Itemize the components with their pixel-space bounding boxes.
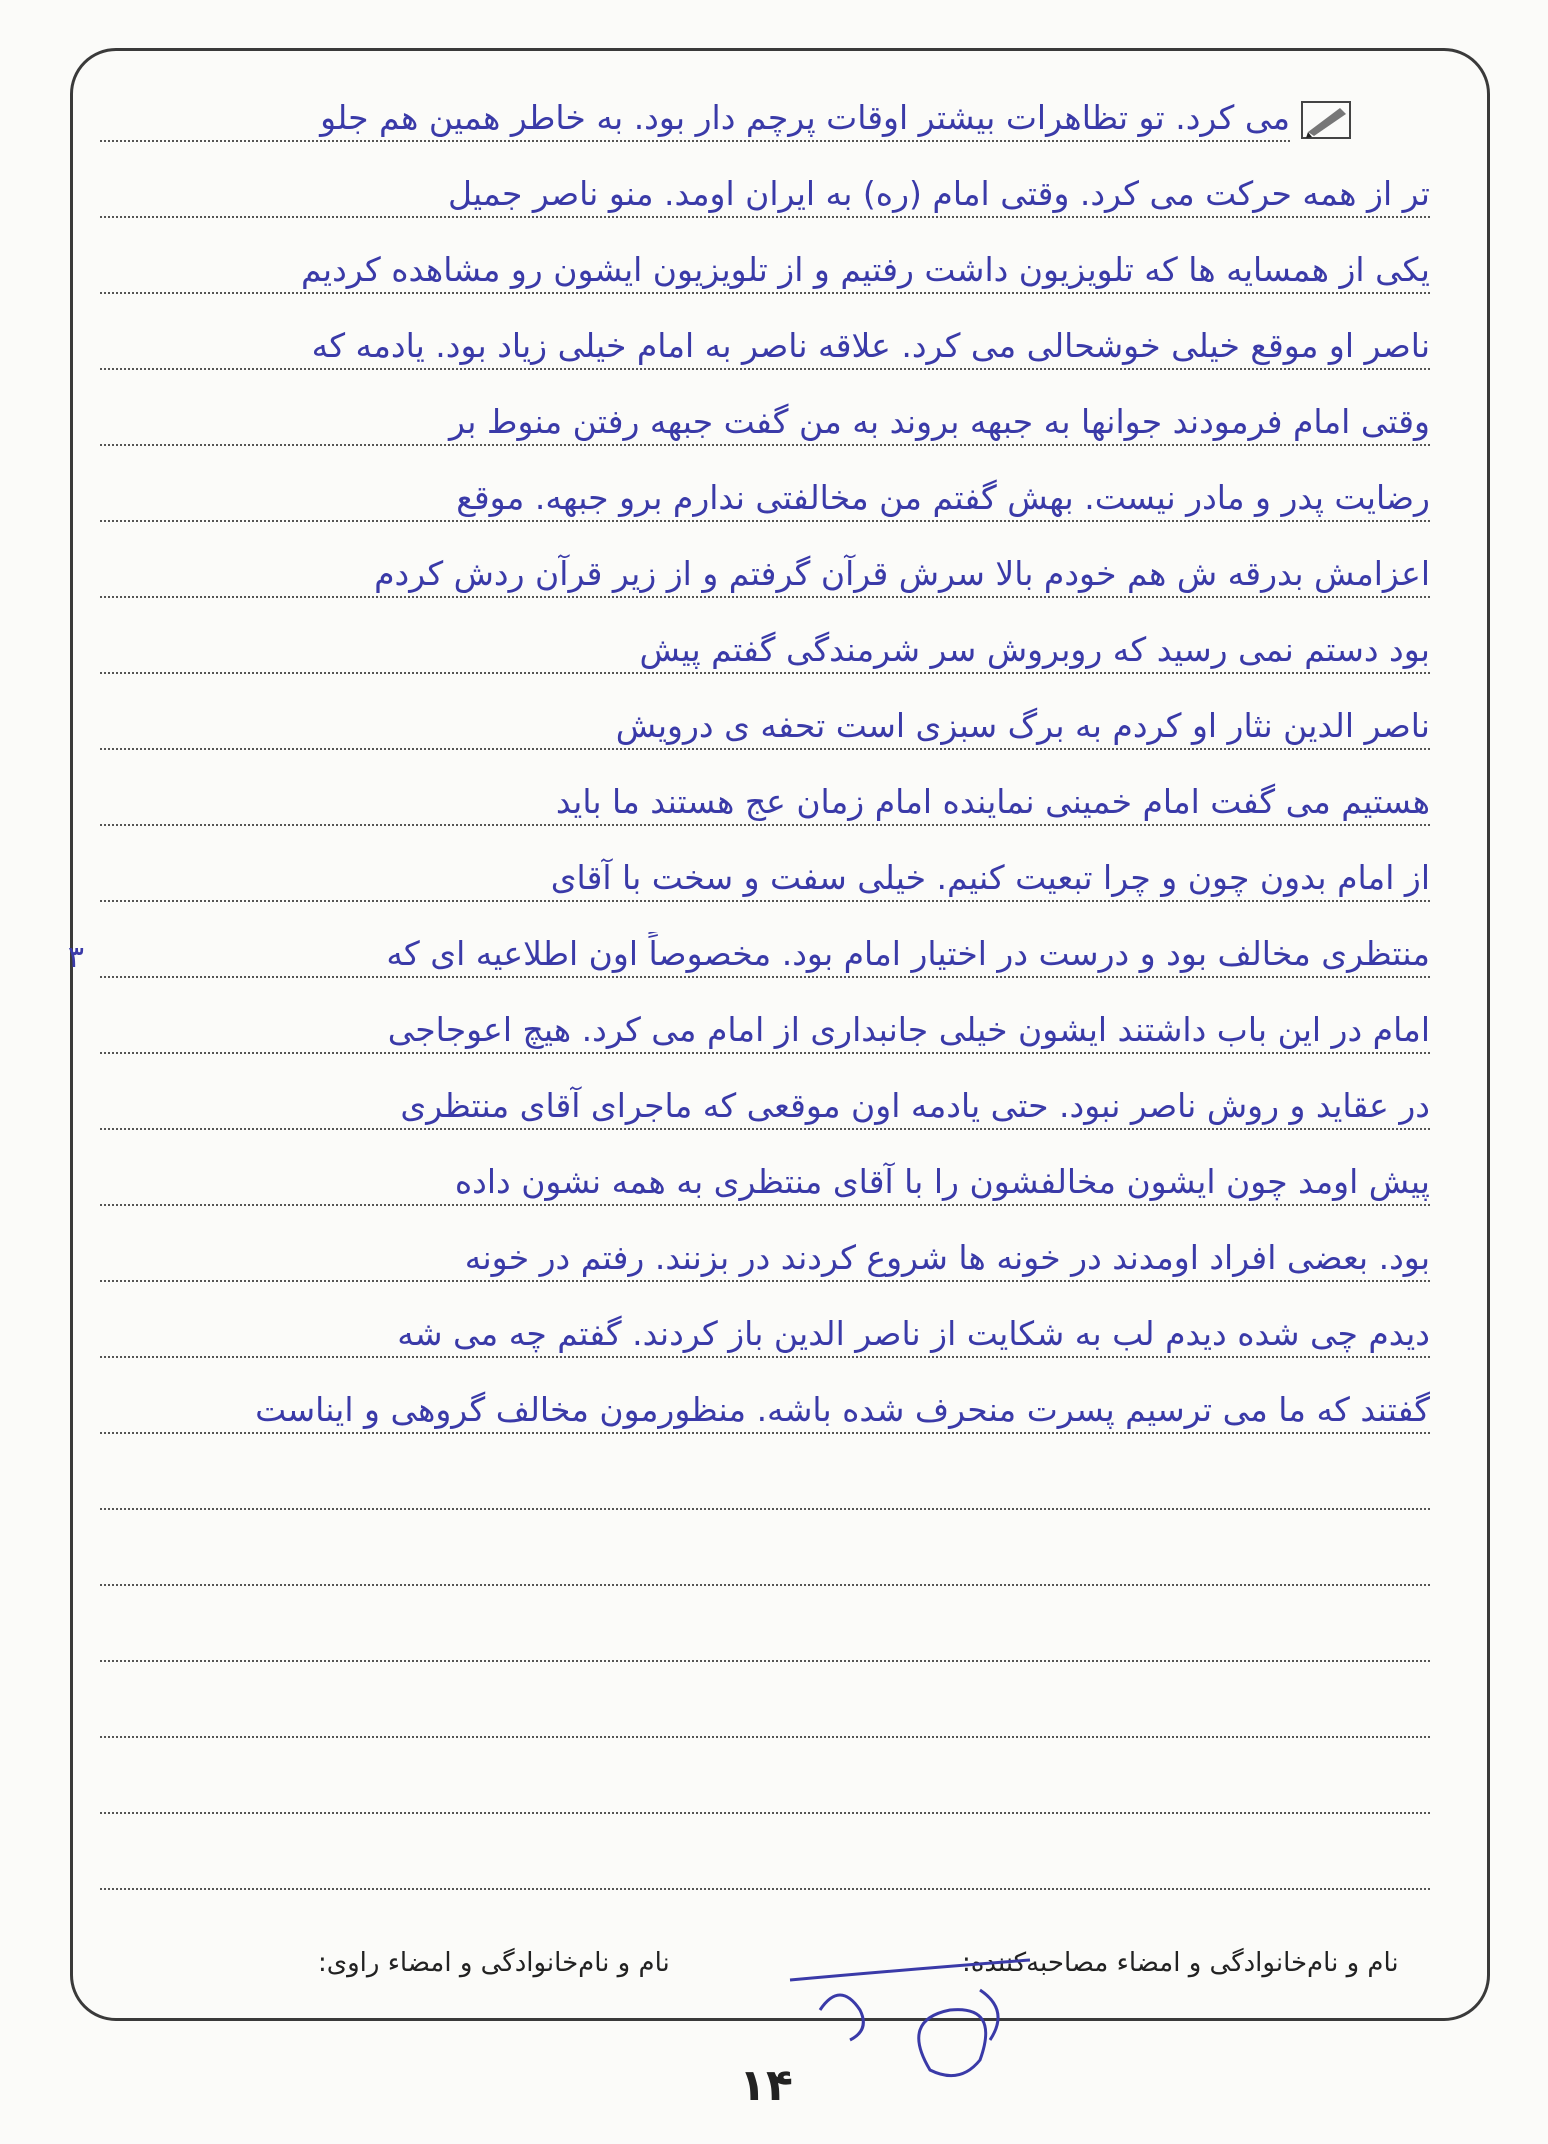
text-line xyxy=(100,1768,1430,1814)
text-line: وقتی امام فرمودند جوانها به جبهه بروند به من گفت جبهه رفتن منوط بر xyxy=(100,400,1430,446)
text-line: در عقاید و روش ناصر نبود. حتی یادمه اون موقعی که ماجرای آقای منتظری xyxy=(100,1084,1430,1130)
text-line: امام در این باب داشتند ایشون خیلی جانبداری از امام می کرد. هیچ اعوجاجی xyxy=(100,1008,1430,1054)
interviewer-signature-label: نام و نام‌خانوادگی و امضاء مصاحبه‌کننده: xyxy=(962,1948,1399,1978)
text-line xyxy=(100,1540,1430,1586)
text-line: اعزامش بدرقه ش هم خودم بالا سرش قرآن گرفتم و از زیر قرآن ردش کردم xyxy=(100,552,1430,598)
narrator-signature-label: نام و نام‌خانوادگی و امضاء راوی: xyxy=(318,1948,670,1978)
text-line: ناصر او موقع خیلی خوشحالی می کرد. علاقه ناصر به امام خیلی زیاد بود. یادمه که xyxy=(100,324,1430,370)
text-line xyxy=(100,1616,1430,1662)
text-line: می کرد. تو تظاهرات بیشتر اوقات پرچم دار بود. به خاطر همین هم جلو xyxy=(100,96,1290,142)
text-line: ناصر الدین نثار او کردم به برگ سبزی است تحفه ی درویش xyxy=(100,704,1430,750)
signature-image xyxy=(780,1950,1110,2100)
margin-note: ۳ xyxy=(67,940,84,975)
text-line xyxy=(100,1844,1430,1890)
text-line: منتظری مخالف بود و درست در اختیار امام بود. مخصوصاً اون اطلاعیه ای که xyxy=(100,932,1430,978)
text-line xyxy=(100,1692,1430,1738)
text-line: از امام بدون چون و چرا تبعیت کنیم. خیلی سفت و سخت با آقای xyxy=(100,856,1430,902)
text-line: بود. بعضی افراد اومدند در خونه ها شروع کردند در بزنند. رفتم در خونه xyxy=(100,1236,1430,1282)
text-line: دیدم چی شده دیدم لب به شکایت از ناصر الدین باز کردند. گفتم چه می شه xyxy=(100,1312,1430,1358)
text-line: هستیم می گفت امام خمینی نماینده امام زمان عج هستند ما باید xyxy=(100,780,1430,826)
text-line: تر از همه حرکت می کرد. وقتی امام (ره) به ایران اومد. منو ناصر جمیل xyxy=(100,172,1430,218)
text-line xyxy=(100,1464,1430,1510)
text-line: بود دستم نمی رسید که روبروش سر شرمندگی گفتم پیش xyxy=(100,628,1430,674)
text-line: یکی از همسایه ها که تلویزیون داشت رفتیم و از تلویزیون ایشون رو مشاهده کردیم xyxy=(100,248,1430,294)
text-line: پیش اومد چون ایشون مخالفشون را با آقای منتظری به همه نشون داده xyxy=(100,1160,1430,1206)
text-line: گفتند که ما می ترسیم پسرت منحرف شده باشه. منظورمون مخالف گروهی و ایناست xyxy=(100,1388,1430,1434)
text-line: رضایت پدر و مادر نیست. بهش گفتم من مخالفتی ندارم برو جبهه. موقع xyxy=(100,476,1430,522)
page-number: ۱۴ xyxy=(739,2060,793,2111)
